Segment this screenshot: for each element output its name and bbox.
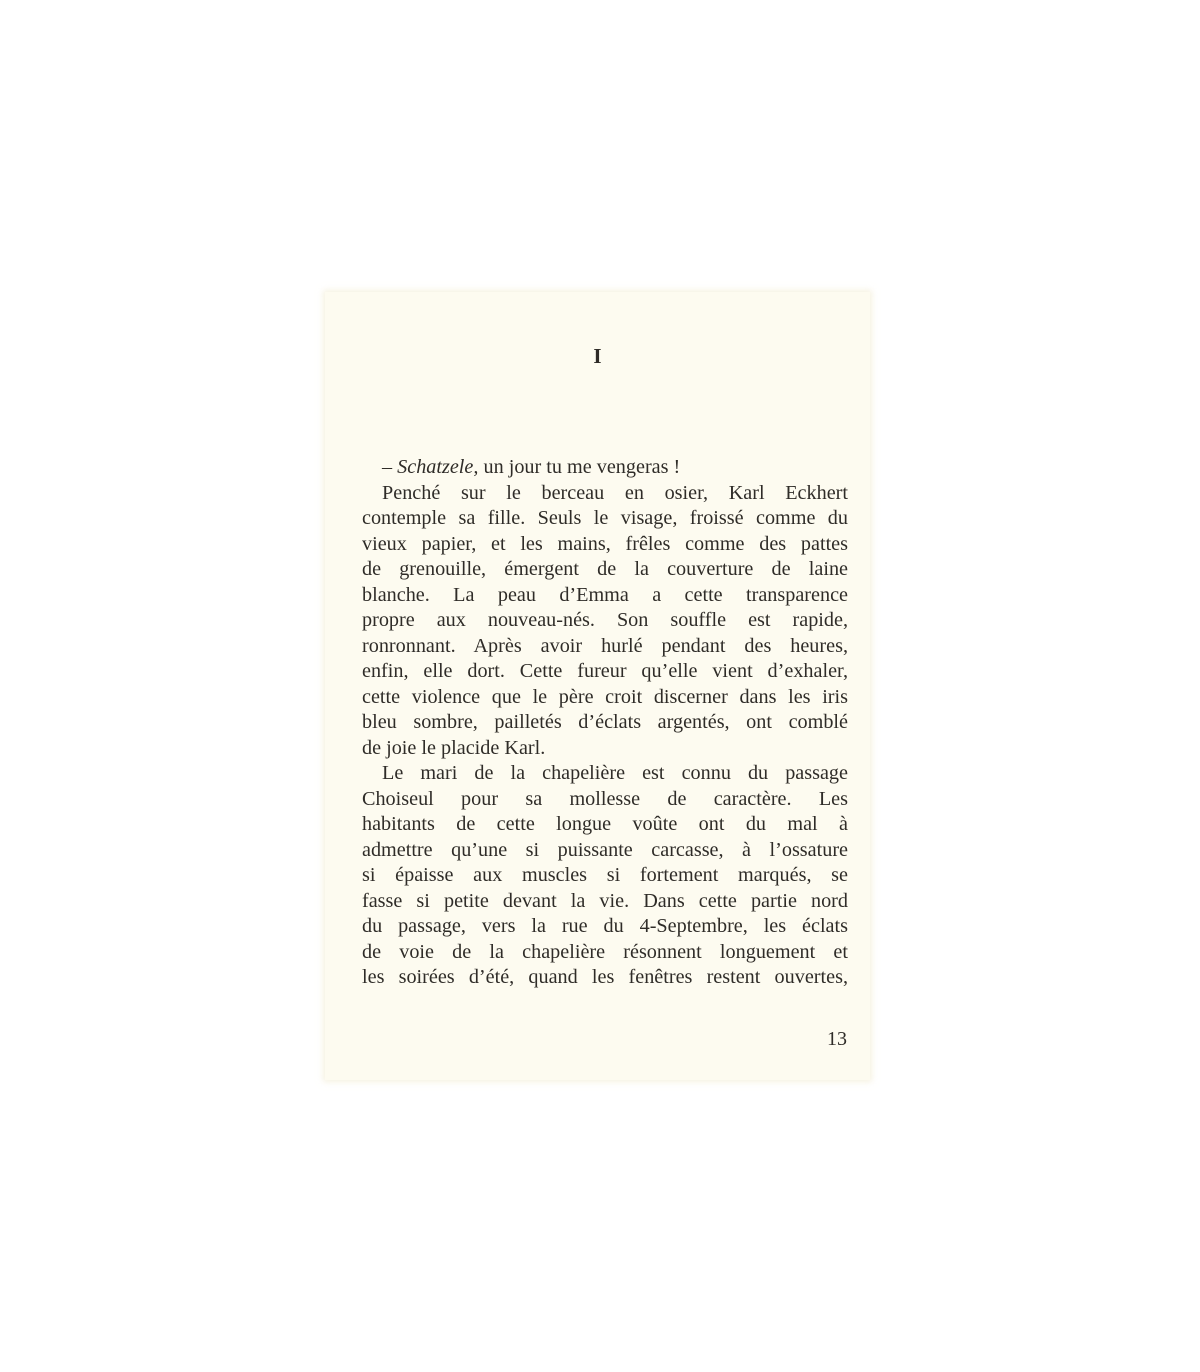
text-line: de joie le placide Karl.: [362, 736, 546, 759]
dialogue-dash: –: [382, 456, 398, 478]
text-line: Penché sur le berceau en osier, Karl Eckhert: [382, 481, 848, 504]
paragraph-1: [362, 481, 848, 762]
text-line: propre aux nouveau-nés. Son souffle est rapide,: [362, 609, 848, 631]
text-line: de voie de la chapelière résonnent longuement et: [362, 940, 848, 963]
dialogue-rest: un jour tu me vengeras !: [478, 456, 681, 478]
text-line: blanche. La peau d’Emma a cette transparence: [362, 583, 848, 606]
text-line: admettre qu’une si puissante carcasse, à l’ossature: [362, 838, 848, 861]
text-line: Choiseul pour sa mollesse de caractère. Les: [362, 787, 848, 810]
text-line: si épaisse aux muscles si fortement marqués, se: [362, 864, 848, 886]
body-text: [362, 455, 848, 991]
text-line: du passage, vers la rue du 4-Septembre, les éclats: [362, 915, 848, 937]
paragraph-2: [362, 761, 848, 991]
text-line: contemple sa fille. Seuls le visage, froissé comme du: [362, 507, 848, 529]
text-line: bleu sombre, pailletés d’éclats argentés, ont comblé: [362, 711, 848, 733]
text-line: fasse si petite devant la vie. Dans cette partie nord: [362, 889, 848, 912]
text-line: ronronnant. Après avoir hurlé pendant des heures,: [362, 634, 848, 657]
book-page: [325, 292, 870, 1080]
dialogue-text: [362, 455, 848, 481]
text-line: les soirées d’été, quand les fenêtres restent ouvertes,: [362, 966, 848, 988]
text-line: Le mari de la chapelière est connu du passage: [382, 762, 848, 784]
page-number: 13: [827, 1028, 847, 1050]
text-line: vieux papier, et les mains, frêles comme des pattes: [362, 532, 848, 555]
text-line: cette violence que le père croit discerner dans les iris: [362, 685, 848, 708]
dialogue-line: [362, 455, 848, 481]
text-line: habitants de cette longue voûte ont du mal à: [362, 813, 848, 835]
dialogue-italic-word: Schatzele,: [397, 456, 479, 478]
text-line: de grenouille, émergent de la couverture de laine: [362, 558, 848, 580]
chapter-heading: I: [593, 344, 602, 368]
text-line: enfin, elle dort. Cette fureur qu’elle vient d’exhaler,: [362, 660, 848, 682]
